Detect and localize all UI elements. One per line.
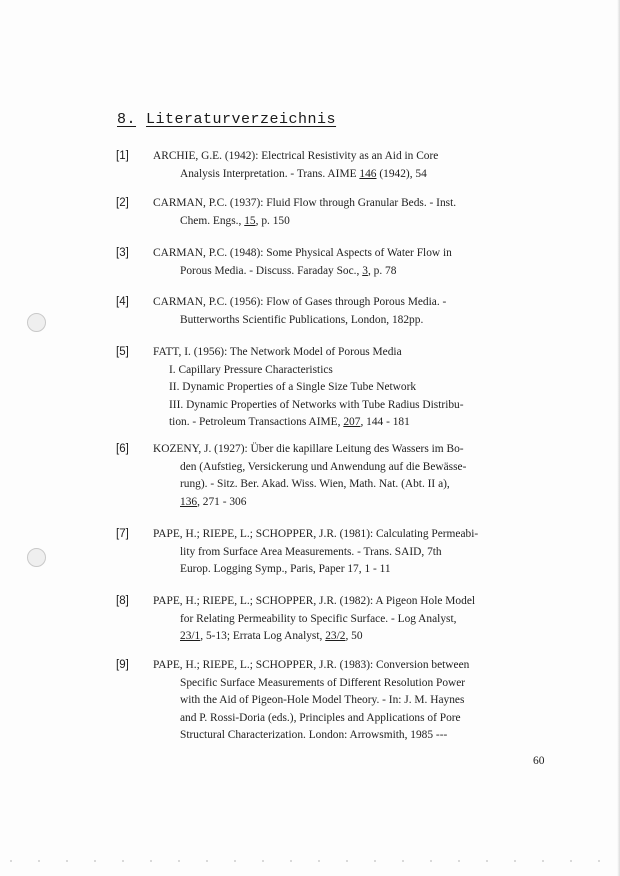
reference-line: CARMAN, P.C. (1948): Some Physical Aspects of Water Flow in	[153, 247, 452, 259]
page-number: 60	[533, 755, 545, 767]
reference-index: [3]	[116, 247, 129, 259]
reference-line: PAPE, H.; RIEPE, L.; SCHOPPER, J.R. (1982): A Pigeon Hole Model	[153, 595, 476, 607]
section-heading	[117, 111, 336, 128]
reference-line: 136, 271 - 306	[180, 495, 247, 508]
reference-index: [7]	[116, 528, 129, 540]
reference-index: [8]	[116, 595, 129, 607]
reference-line: rung). - Sitz. Ber. Akad. Wiss. Wien, Math. Nat. (Abt. II a),	[180, 478, 450, 491]
reference-line: tion. - Petroleum Transactions AIME, 207, 144 - 181	[169, 416, 410, 429]
reference-line: ARCHIE, G.E. (1942): Electrical Resistivity as an Aid in Core	[153, 150, 439, 162]
reference-index: [1]	[116, 150, 129, 162]
reference-line: III. Dynamic Properties of Networks with Tube Radius Distribu-	[169, 398, 464, 411]
reference-line: I. Capillary Pressure Characteristics	[169, 363, 333, 376]
reference-index: [9]	[116, 659, 129, 671]
reference-line: PAPE, H.; RIEPE, L.; SCHOPPER, J.R. (1983): Conversion between	[153, 659, 470, 671]
reference-entry	[116, 526, 546, 579]
reference-line: Structural Characterization. London: Arrowsmith, 1985 ---	[180, 729, 448, 742]
reference-line: Europ. Logging Symp., Paris, Paper 17, 1 - 11	[180, 563, 391, 576]
reference-line: with the Aid of Pigeon-Hole Model Theory. - In: J. M. Haynes	[180, 694, 465, 707]
reference-index: [5]	[116, 346, 129, 358]
reference-line: PAPE, H.; RIEPE, L.; SCHOPPER, J.R. (1981): Calculating Permeabi-	[153, 528, 479, 540]
reference-entry	[116, 148, 546, 183]
section-number: 8.	[117, 111, 137, 128]
reference-entry	[116, 441, 546, 511]
reference-index: [6]	[116, 443, 129, 455]
reference-line: KOZENY, J. (1927): Über die kapillare Leitung des Wassers im Bo-	[153, 443, 464, 455]
reference-entry	[116, 294, 546, 329]
reference-line: for Relating Permeability to Specific Surface. - Log Analyst,	[180, 612, 457, 625]
section-title: Literaturverzeichnis	[146, 111, 337, 128]
reference-line: Specific Surface Measurements of Different Resolution Power	[180, 676, 466, 689]
reference-line: 23/1, 5-13; Errata Log Analyst, 23/2, 50	[180, 630, 363, 643]
reference-line: Butterworths Scientific Publications, London, 182pp.	[180, 313, 424, 326]
punch-hole-bottom	[27, 548, 46, 567]
reference-entry	[116, 245, 546, 280]
reference-entry	[116, 344, 546, 432]
reference-entry	[116, 657, 546, 745]
reference-line: Porous Media. - Discuss. Faraday Soc., 3, p. 78	[180, 264, 397, 277]
reference-line: and P. Rossi-Doria (eds.), Principles and Applications of Pore	[180, 711, 461, 724]
reference-entry	[116, 593, 546, 646]
reference-index: [4]	[116, 296, 129, 308]
reference-line: lity from Surface Area Measurements. - Trans. SAID, 7th	[180, 545, 442, 558]
reference-line: Analysis Interpretation. - Trans. AIME 146 (1942), 54	[180, 167, 427, 180]
reference-index: [2]	[116, 197, 129, 209]
scan-edge-dots	[10, 860, 610, 862]
reference-line: CARMAN, P.C. (1937): Fluid Flow through Granular Beds. - Inst.	[153, 197, 457, 209]
punch-hole-top	[27, 313, 46, 332]
reference-line: CARMAN, P.C. (1956): Flow of Gases through Porous Media. -	[153, 296, 447, 308]
reference-line: den (Aufstieg, Versickerung und Anwendung auf die Bewässe-	[180, 460, 467, 473]
reference-line: FATT, I. (1956): The Network Model of Porous Media	[153, 346, 402, 358]
reference-line: Chem. Engs., 15, p. 150	[180, 214, 290, 227]
reference-line: II. Dynamic Properties of a Single Size Tube Network	[169, 381, 417, 394]
reference-entry	[116, 195, 546, 230]
